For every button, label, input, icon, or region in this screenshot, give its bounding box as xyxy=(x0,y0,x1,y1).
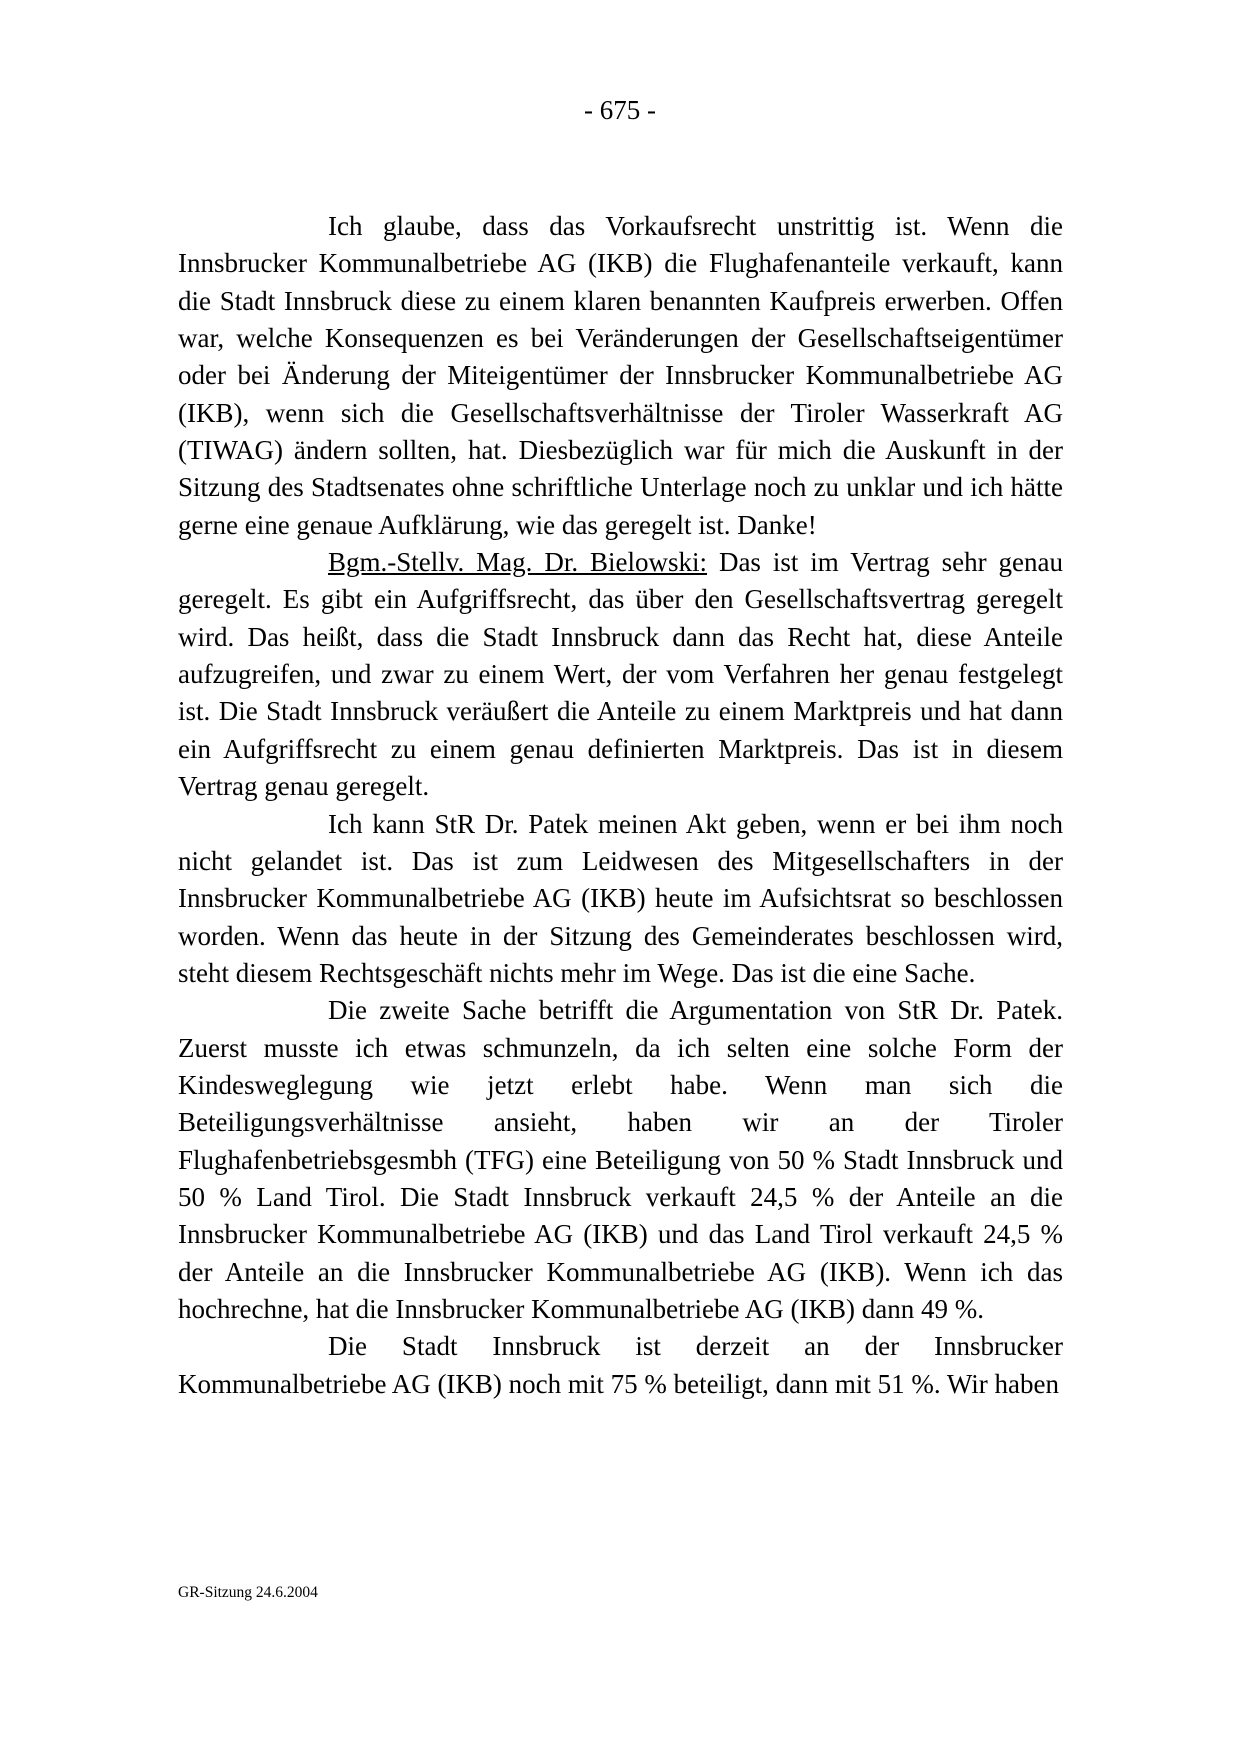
paragraph-text: Das ist im Vertrag sehr genau geregelt. Es gibt ein Aufgriffsrecht, das über den Gesellschaftsvertrag geregelt wird. Das heißt, dass die Stadt Innsbruck dann das Recht hat, diese Anteile aufzugreifen, und zwar zu einem Wert, der vom Verfahren her genau festgelegt ist. Die Stadt Innsbruck veräußert die Anteile zu einem Marktpreis und hat dann ein Aufgriffsrecht zu einem genau definierten Marktpreis. Das ist in diesem Vertrag genau geregelt. xyxy=(178,547,1063,802)
paragraph-akt xyxy=(178,806,1063,993)
paragraph-text: Ich kann StR Dr. Patek meinen Akt geben, wenn er bei ihm noch nicht gelandet ist. Das ist zum Leidwesen des Mitgesellschafters in der Innsbrucker Kommunalbetriebe AG (IKB) heute im Aufsichtsrat so beschlossen worden. Wenn das heute in der Sitzung des Gemeinderates beschlossen wird, steht diesem Rechtsgeschäft nichts mehr im Wege. Das ist die eine Sache. xyxy=(178,808,1063,988)
page-number: - 675 - xyxy=(584,95,656,125)
paragraph-text: Die Stadt Innsbruck ist derzeit an der Innsbrucker Kommunalbetriebe AG (IKB) noch mit 75 % beteiligt, dann mit 51 %. Wir haben xyxy=(178,1331,1063,1399)
paragraph-vorkaufsrecht xyxy=(178,208,1063,544)
paragraph-beteiligung xyxy=(178,1328,1063,1403)
paragraph-bielowski-statement xyxy=(178,544,1063,805)
footer-session-date: GR-Sitzung 24.6.2004 xyxy=(178,1584,318,1601)
paragraph-text: Die zweite Sache betrifft die Argumentation von StR Dr. Patek. Zuerst musste ich etwas schmunzeln, da ich selten eine solche Form der Kindesweglegung wie jetzt erlebt habe. Wenn man sich die Beteiligungsverhältnisse ansieht, haben wir an der Tiroler Flughafenbetriebsgesmbh (TFG) eine Beteiligung von 50 % Stadt Innsbruck und 50 % Land Tirol. Die Stadt Innsbruck verkauft 24,5 % der Anteile an die Innsbrucker Kommunalbetriebe AG (IKB) und das Land Tirol verkauft 24,5 % der Anteile an die Innsbrucker Kommunalbetriebe AG (IKB). Wenn ich das hochrechne, hat die Innsbrucker Kommunalbetriebe AG (IKB) dann 49 %. xyxy=(178,995,1063,1324)
speaker-name: Bgm.-Stellv. Mag. Dr. Bielowski: xyxy=(328,547,708,578)
document-body xyxy=(178,208,1063,1403)
paragraph-argumentation xyxy=(178,992,1063,1328)
paragraph-text: Ich glaube, dass das Vorkaufsrecht unstrittig ist. Wenn die Innsbrucker Kommunalbetriebe AG (IKB) die Flughafenanteile verkauft, kann die Stadt Innsbruck diese zu einem klaren benannten Kaufpreis erwerben. Offen war, welche Konsequenzen es bei Veränderungen der Gesellschaftseigentümer oder bei Änderung der Miteigentümer der Innsbrucker Kommunalbetriebe AG (IKB), wenn sich die Gesellschaftsverhältnisse der Tiroler Wasserkraft AG (TIWAG) ändern sollten, hat. Diesbezüglich war für mich die Auskunft in der Sitzung des Stadtsenates ohne schriftliche Unterlage noch zu unklar und ich hätte gerne eine genaue Aufklärung, wie das geregelt ist. Danke! xyxy=(178,211,1063,540)
